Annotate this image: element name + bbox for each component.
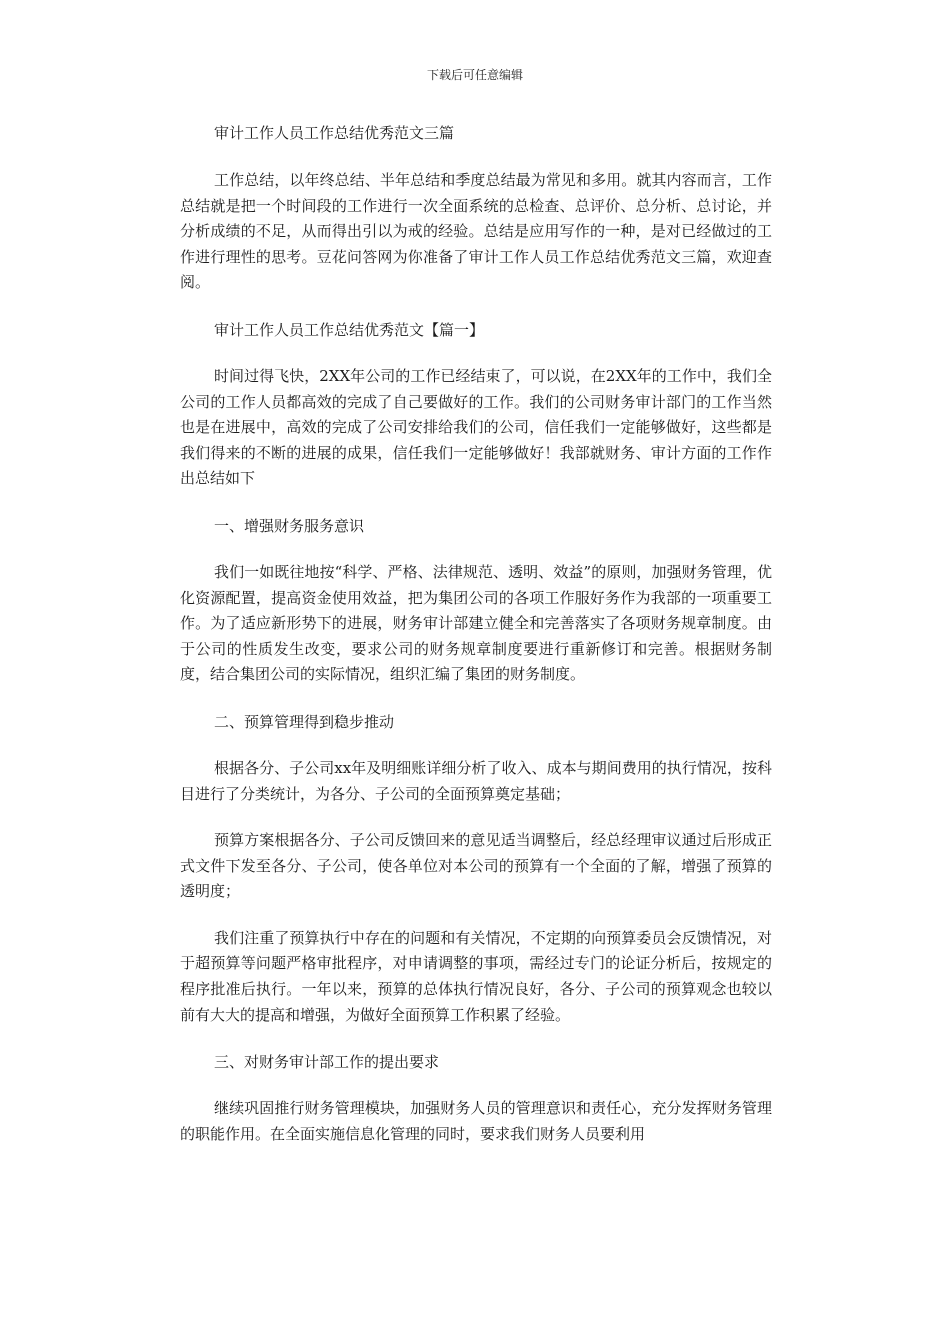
heading-3: 三、对财务审计部工作的提出要求 <box>214 1053 440 1072</box>
section-title: 审计工作人员工作总结优秀范文【篇一】 <box>214 320 485 339</box>
intro-paragraph: 工作总结，以年终总结、半年总结和季度总结最为常见和多用。就其内容而言，工作总结就是把一个时间段的工作进行一次全面系统的总检查、总评价、总分析、总讨论，并分析成绩的不足，从而得出引以为戒的经验。总结是应用写作的一种，是对已经做过的工作进行理性的思考。豆花问答网为你准备了审计工作人员工作总结优秀范文三篇，欢迎查阅。 <box>180 171 772 292</box>
section-intro-paragraph: 时间过得飞快，2XX年公司的工作已经结束了，可以说，在2XX年的工作中，我们全公司的工作人员都高效的完成了自己要做好的工作。我们的公司财务审计部门的工作当然也是在进展中，高效的完成了公司安排给我们的公司，信任我们一定能够做好，这些都是我们得来的不断的进展的成果，信任我们一定能够做好！我部就财务、审计方面的工作作出总结如下 <box>180 366 772 488</box>
paragraph-3: 继续巩固推行财务管理模块，加强财务人员的管理意识和责任心，充分发挥财务管理的职能作用。在全面实施信息化管理的同时，要求我们财务人员要利用 <box>180 1099 772 1143</box>
document-title: 审计工作人员工作总结优秀范文三篇 <box>214 124 455 142</box>
paragraph-2c: 我们注重了预算执行中存在的问题和有关情况，不定期的向预算委员会反馈情况，对于超预算等问题严格审批程序，对申请调整的事项，需经过专门的论证分析后，按规定的程序批准后执行。一年以来，预算的总体执行情况良好，各分、子公司的预算观念也较以前有大大的提高和增强，为做好全面预算工作积累了经验。 <box>180 928 772 1024</box>
paragraph-2a: 根据各分、子公司xx年及明细账详细分析了收入、成本与期间费用的执行情况，按科目进行了分类统计，为各分、子公司的全面预算奠定基础； <box>180 758 772 803</box>
paragraph-1: 我们一如既往地按“科学、严格、法律规范、透明、效益”的原则，加强财务管理，优化资源配置，提高资金使用效益，把为集团公司的各项工作服好务作为我部的一项重要工作。为了适应新形势下的进展，财务审计部建立健全和完善落实了各项财务规章制度。由于公司的性质发生改变，要求公司的财务规章制度要进行重新修订和完善。根据财务制度，结合集团公司的实际情况，组织汇编了集团的财务制度。 <box>180 562 772 684</box>
document-body <box>180 120 772 1168</box>
header-note: 下载后可任意编辑 <box>426 68 523 82</box>
heading-2: 二、预算管理得到稳步推动 <box>214 712 395 731</box>
heading-1: 一、增强财务服务意识 <box>214 516 365 535</box>
paragraph-2b: 预算方案根据各分、子公司反馈回来的意见适当调整后，经总经理审议通过后形成正式文件下发至各分、子公司，使各单位对本公司的预算有一个全面的了解，增强了预算的透明度； <box>180 831 772 901</box>
